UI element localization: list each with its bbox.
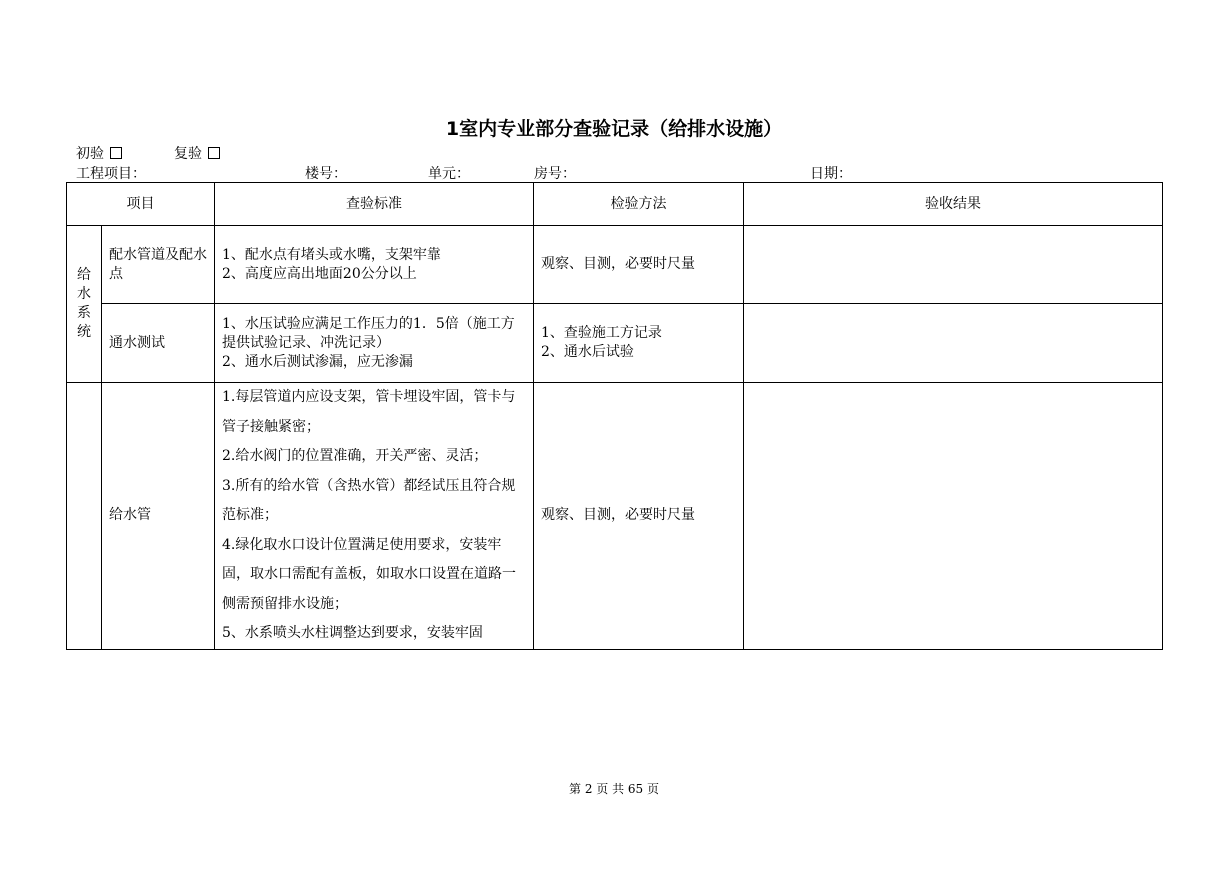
row-item: 通水测试 [102, 304, 215, 383]
project-label: 工程项目： [76, 166, 146, 182]
header-item: 项目 [67, 183, 215, 226]
row-standard: 1、水压试验应满足工作压力的1．5倍（施工方提供试验记录、冲洗记录） 2、通水后测试渗漏，应无渗漏 [215, 304, 534, 383]
recheck-label: 复验 [174, 146, 202, 162]
row-item: 给水管 [102, 383, 215, 650]
result-cell[interactable] [744, 383, 1163, 650]
header-standard: 查验标准 [215, 183, 534, 226]
date-label: 日期： [810, 166, 852, 182]
result-cell[interactable] [744, 226, 1163, 304]
checkbox-icon[interactable] [208, 147, 220, 159]
row-standard: 1.每层管道内应设支架，管卡埋设牢固，管卡与管子接触紧密； 2.给水阀门的位置准确，开关严密、灵活； 3.所有的给水管（含热水管）都经试压且符合规范标准； 4.绿化取水口设计位置满足使用要求，安装牢固，取水口需配有盖板，如取水口设置在道路一侧需预留排水设施； 5、水系喷头水柱调整达到要求，安装牢固 [215, 383, 534, 650]
table-row [67, 226, 1163, 304]
row-method: 观察、目测，必要时尺量 [534, 383, 744, 650]
group-label-empty [67, 383, 102, 650]
row-method: 1、查验施工方记录 2、通水后试验 [534, 304, 744, 383]
page-footer: 第 2 页 共 65 页 [569, 782, 659, 796]
header-result: 验收结果 [744, 183, 1163, 226]
page-title: 1室内专业部分查验记录（给排水设施） [445, 118, 783, 140]
room-label: 房号： [534, 166, 576, 182]
table-row [67, 304, 1163, 383]
row-method: 观察、目测，必要时尺量 [534, 226, 744, 304]
building-label: 楼号： [305, 166, 347, 182]
header-method: 检验方法 [534, 183, 744, 226]
row-standard: 1、配水点有堵头或水嘴，支架牢靠 2、高度应高出地面20公分以上 [215, 226, 534, 304]
table-header-row [67, 183, 1163, 226]
table-row [67, 383, 1163, 650]
group-label-water-supply: 给 水 系 统 [67, 226, 102, 383]
recheck-checkbox[interactable] [174, 143, 220, 163]
result-cell[interactable] [744, 304, 1163, 383]
row-item: 配水管道及配水点 [102, 226, 215, 304]
inspection-table [66, 182, 1163, 650]
checkbox-icon[interactable] [110, 147, 122, 159]
initial-inspection-checkbox[interactable] [76, 143, 122, 163]
unit-label: 单元： [428, 166, 470, 182]
initial-inspection-label: 初验 [76, 146, 104, 162]
